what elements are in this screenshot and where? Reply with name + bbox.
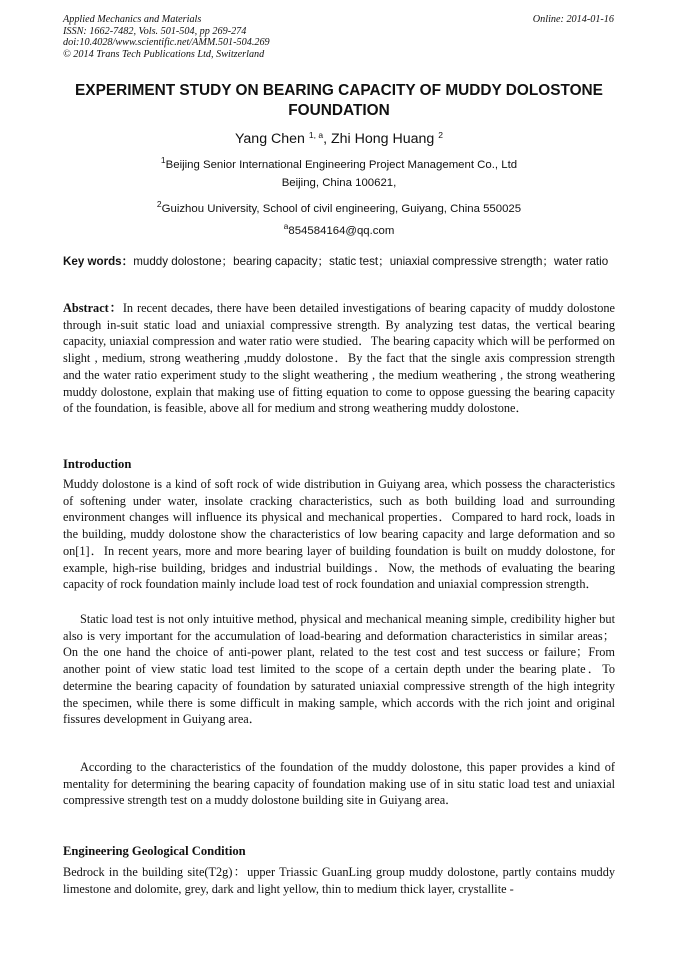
affiliation-1-text: Beijing Senior International Engineering Project Management Co., Ltd <box>165 159 518 171</box>
title-line-1: EXPERIMENT STUDY ON BEARING CAPACITY OF MUDDY DOLOSTONE <box>75 82 603 99</box>
issn-line: ISSN: 1662-7482, Vols. 501-504, pp 269-274 <box>63 25 247 37</box>
email-address: 854584164@qq.com <box>288 225 395 237</box>
keywords-text: muddy dolostone；bearing capacity；static test；uniaxial compressive strength；water ratio <box>133 255 609 268</box>
affiliation-2 <box>60 197 618 216</box>
abstract-text: In recent decades, there have been detailed investigations of bearing capacity of muddy dolostone through in-suit static load and uniaxial compressive strength. By analyzing test datas, the vertical bearing capacity, uniaxial compression and water ratio were studied．The bearing capacity which will be performed on slight , medium, strong weathering ,muddy dolostone．By the fact that the single axis compression strength and the water ratio experiment study to the slight weathering , the medium weathering , the strong weathering muddy dolostone, explain that making use of fitting equation to come to oppose guessing the bearing capacity of the foundation, is feasible, above all for medium and strong weathering muddy dolostone． <box>63 301 615 416</box>
affiliation-1-mark: 1 <box>160 155 166 165</box>
author-2-affil-mark: 2 <box>438 130 443 140</box>
copyright-line: © 2014 Trans Tech Publications Ltd, Switzerland <box>63 48 265 60</box>
email-mark: a <box>283 221 289 231</box>
paper-title <box>60 81 618 121</box>
geology-paragraph-1: Bedrock in the building site(T2g)：upper Triassic GuanLing group muddy dolostone, partly contains muddy limestone and dolomite, grey, dark and light yellow, thin to medium thick layer, crystallite - <box>63 865 615 896</box>
author-1-affil-mark: 1, a <box>308 130 324 140</box>
affiliation-2-text: Guizhou University, School of civil engineering, Guiyang, China 550025 <box>161 203 522 215</box>
email-line <box>60 219 618 238</box>
geology-heading: Engineering Geological Condition <box>63 844 246 858</box>
author-2: Zhi Hong Huang <box>330 131 435 147</box>
doi-line: doi:10.4028/www.scientific.net/AMM.501-504.269 <box>63 37 270 49</box>
journal-name: Applied Mechanics and Materials <box>63 14 202 25</box>
affiliation-1 <box>60 153 618 172</box>
keywords-label: Key words： <box>63 255 134 268</box>
keywords <box>63 254 615 269</box>
abstract-label: Abstract： <box>63 301 123 315</box>
intro-paragraph-2: Static load test is not only intuitive method, physical and mechanical meaning simple, credibility higher but also is very important for the accumulation of load-bearing and deformation characteristics in similar areas；On the one hand the choice of anti-power plant, related to the test cost and test success or failure；From another point of view static load test limited to the scope of a certain depth under the bearing plate．To determine the bearing capacity of foundation by saturated uniaxial compressive strength of the high integrity the specimen, while there is some difficult in making sample, which accords with the rich joint and original fissures development in Guiyang area． <box>63 612 615 727</box>
affiliation-2-mark: 2 <box>156 199 162 209</box>
intro-paragraph-1: Muddy dolostone is a kind of soft rock of wide distribution in Guiyang area, which possess the characteristics of softening under water, insolate cracking characteristics, such as both building load and surrounding environment changes will influence its physical and mechanical properties．Compared to hard rock, loads in the building, muddy dolostone show the characteristics of low bearing capacity and large deformation and so on[1]．In recent years, more and more bearing layer of building foundation is built on muddy dolostone, for example, high-rise building, bridges and industrial buildings．Now, the methods of evaluating the bearing capacity of rock foundation mainly include load test of rock foundation and uniaxial compression strength． <box>63 477 615 592</box>
title-line-2: FOUNDATION <box>288 102 390 119</box>
author-list <box>60 126 618 148</box>
online-date: Online: 2014-01-16 <box>532 14 614 25</box>
intro-paragraph-3: According to the characteristics of the foundation of the muddy dolostone, this paper provides a kind of mentality for determining the bearing capacity of foundation making use of in situ static load test and uniaxial compressive strength test on a muddy dolostone building site in Guiyang area． <box>63 760 615 808</box>
author-1: Yang Chen <box>235 131 305 147</box>
introduction-heading: Introduction <box>63 457 132 471</box>
journal-header <box>63 14 270 60</box>
abstract <box>63 300 615 417</box>
author-separator: , <box>323 131 331 147</box>
affiliation-1-city: Beijing, China 100621, <box>281 177 397 189</box>
